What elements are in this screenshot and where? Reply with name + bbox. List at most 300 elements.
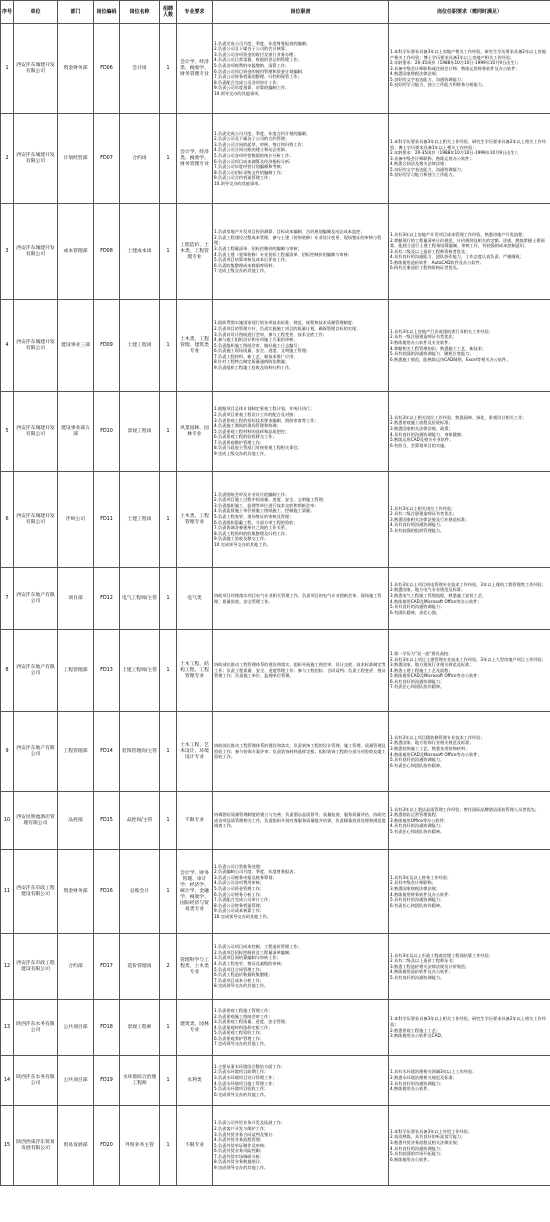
row-dept: 品控部: [58, 792, 94, 850]
table-row: [1, 792, 550, 850]
row-duties-line: 10.领导交办的其他事项。: [214, 180, 263, 186]
row-requirements-line: 1.具有3年以上酒店品质管理工作经验，曾任国际品牌酒店质检管理人员者优先；: [390, 806, 540, 812]
row-duties-line: 8.负责外贸业务数据统计；: [214, 1159, 265, 1165]
row-requirements: [389, 792, 550, 850]
row-unit: 陕西沣东水务有限公司: [14, 1000, 58, 1056]
row-duties-line: 8.针对工程特点制定质量通病防治措施；: [214, 359, 290, 365]
row-dept: 建设事业三部: [58, 300, 94, 392]
row-requirements-line: 5.具有较强的沟通协调能力、随机应变能力；: [390, 351, 474, 357]
row-position: 品控岗/主管: [120, 792, 160, 850]
row-requirements-line: 3.熟悉国家财税法律法规；: [390, 885, 441, 891]
row-duties-line: 7.负责工程材料、新工艺、新技术推广应用；: [214, 353, 298, 359]
row-count: 1: [160, 472, 177, 568]
row-duties-line: 6.完成领导交办的其他工作。: [214, 1091, 269, 1097]
row-duties-line: 7.完成上级交办的其他工作。: [214, 268, 269, 274]
row-no: 2: [1, 114, 14, 204]
row-requirements-line: 1.具有3年以上房地产行业或建筑类行业相关工作经验；: [390, 328, 493, 334]
row-duties-line: 9.完成上级交办的其他工作。: [214, 451, 269, 457]
header-unit: 单位: [14, 1, 58, 24]
row-unit: 西安沣东市政工程建设有限公司: [14, 850, 58, 934]
row-duties-line: 9.负责公司成本核算工作；: [214, 908, 265, 914]
row-major: 电气类: [177, 568, 213, 630]
row-duties: [213, 1056, 389, 1106]
row-duties-line: 9.负责公司年度预算、决算的编制工作；: [214, 85, 290, 91]
row-duties-line: 9.负责组织工程竣工验收及资料归档工作。: [214, 365, 294, 371]
row-code: FD08: [94, 204, 120, 300]
table-row: [1, 300, 550, 392]
row-requirements-line: 5.具有良好的沟通协调能力；: [390, 897, 445, 903]
row-requirements-line: 4.熟练使用造价软件及办公软件；: [390, 969, 453, 975]
row-requirements-line: 2.年龄要求：20-35周岁（1988年10月10日-1999年10月9日出生）；: [390, 60, 521, 66]
row-requirements: [389, 568, 550, 630]
row-requirements-line: 1.具有3年以上项目机电管理专业技术工作经验，3年以上建筑工程管理类工作经验；: [390, 581, 546, 587]
row-count: 1: [160, 792, 177, 850]
row-requirements-line: 5.具有良好的沟通协调能力。: [390, 974, 445, 980]
row-duties-line: 1.负责房地产开发项目投资测算、目标成本编制、合约规划编制及动态成本监控；: [214, 229, 365, 235]
row-major: 会计学、经济类、税收学、财务管理专业: [177, 24, 213, 114]
row-requirements-line: 6.有团队精神，责任心强。: [390, 609, 441, 615]
row-duties-line: 2.负责项目招标控制价及工程量清单编制；: [214, 949, 294, 955]
row-requirements: [389, 472, 550, 568]
row-requirements-line: 1.具有水环境治理相关领域3年以上工作经验；: [390, 1069, 477, 1075]
row-duties-line: 6.负责公司项目资金的使用管理和资金计划编制；: [214, 68, 306, 74]
row-duties-line: 6.负责工程造价数据收集整理；: [214, 972, 273, 978]
row-requirements-line: 3.熟悉外贸业务流程及相关法律法规；: [390, 1139, 461, 1145]
row-duties-line: 3.负责组织施工、监理等单位进行技术交底和图纸会审；: [214, 502, 319, 508]
header-dept: 部门: [58, 1, 94, 24]
row-position: 土建成本岗: [120, 204, 160, 300]
header-code: 岗位编码: [94, 1, 120, 24]
row-unit: 西安沣东城建开发有限公司: [14, 24, 58, 114]
row-duties-line: 2.负责项目的管理方针，负责实施施工项目的质量计划，确保管理目标的实现；: [214, 325, 361, 331]
row-count: 1: [160, 712, 177, 792]
row-duties-line: 3.负责对设计图纸进行会审，参与工程变更、技术交底工作；: [214, 331, 327, 337]
row-duties-line: 1.负责完成公司月度、季度、年度财务报表的编制；: [214, 40, 311, 46]
row-requirements-line: 2.熟悉国家、地方装饰行业相关规范及标准；: [390, 740, 474, 746]
row-duties-line: 2.负责公司及下属各子公司的合约管理；: [214, 136, 290, 142]
row-duties-line: 8.完成领导交办的其他工作。: [214, 983, 269, 989]
row-requirements-line: 3.具有二级及以上造价工程师资格者优先；: [390, 248, 470, 254]
row-requirements-line: 5.熟练使用CAD及Microsoft Office等办公软件；: [390, 673, 482, 679]
row-requirements-line: 3.具备中级会计师职称或注册会计师；熟练运用财务软件及办公软件；: [390, 65, 520, 71]
row-position: 水环境综合治理工程师: [120, 1056, 160, 1106]
row-duties-line: 7.负责公司年度经营计划编制和考核；: [214, 164, 285, 170]
row-requirements-line: 4.具有良好的沟通协调能力、身体健康；: [390, 431, 466, 437]
row-requirements-line: 1.本科学历要求具备3年以上相关工作经验，研究生学历要求具备2年以上相关工作经验；博士学历要求具备1年以上相关工作经验；: [390, 138, 546, 150]
row-duties: [213, 24, 389, 114]
row-duties-line: 4.负责监督施工单位按施工图纸施工，控制施工质量；: [214, 508, 315, 514]
row-major: 不限专业: [177, 792, 213, 850]
row-code: FD18: [94, 1000, 120, 1056]
row-position: 电气工程师/主管: [120, 568, 160, 630]
row-duties-line: 1.组织贯彻实施国家现行的各项技术标准、规范、规程和技术质量管理制度；: [214, 320, 357, 326]
row-duties: [213, 568, 389, 630]
row-position: 总账会计: [120, 850, 160, 934]
row-requirements-line: 3.熟悉国家相关法律法规及行业规范标准；: [390, 516, 470, 522]
row-dept: 公共项目部: [58, 1056, 94, 1106]
row-unit: 西安沣东城建开发有限公司: [14, 114, 58, 204]
row-requirements-line: 5.有责任心和团队协作精神。: [390, 828, 445, 834]
row-duties: [213, 792, 389, 850]
row-requirements-line: 1.具有3年以上房地产开发项目成本管理工作经验，熟悉房地产开发流程；: [390, 231, 527, 237]
header-no: 序号: [1, 1, 14, 24]
row-requirements: [389, 850, 550, 934]
row-duties-line: 2.负责项目施工过程中的质量、进度、安全、文明施工管理；: [214, 497, 327, 503]
row-code: FD10: [94, 392, 120, 472]
row-code: FD20: [94, 1106, 120, 1186]
row-major: 会计学、财务管理、审计学、经济学、统计学、金融学、税收学、国际经济与贸易类专业: [177, 850, 213, 934]
row-duties-line: 6.负责公司项目成本测算及经济指标分析；: [214, 158, 294, 164]
row-dept: 合约部: [58, 934, 94, 1000]
row-duties: [213, 1106, 389, 1186]
row-requirements-line: 2.具有中级会计师职称；: [390, 880, 436, 886]
row-position: 景观工程师: [120, 1000, 160, 1056]
row-requirements-line: 1.具有3年以上相关岗位工作经验，熟悉园林、绿化、景观设计相关工作；: [390, 414, 527, 420]
header-duties: 岗位职责: [213, 1, 389, 24]
row-requirements: [389, 630, 550, 712]
row-major: 建筑类、园林专业: [177, 1000, 213, 1056]
table-row: [1, 1056, 550, 1106]
row-duties-line: 5.负责组织施工图纸会审，做好施工日志编写；: [214, 342, 302, 348]
row-requirements-line: 1.具有3年以上项目精装修管理专业技术工作经验；: [390, 734, 485, 740]
row-code: FD14: [94, 712, 120, 792]
row-duties: [213, 850, 389, 934]
row-requirements-line: 5.具有较强的市场开拓能力；: [390, 1151, 445, 1157]
row-requirements: [389, 1056, 550, 1106]
row-requirements: [389, 114, 550, 204]
row-duties: [213, 1000, 389, 1056]
row-count: 1: [160, 114, 177, 204]
table-row: [1, 472, 550, 568]
row-duties-line: 7.负责配合完成公司审计工作；: [214, 897, 273, 903]
row-duties-line: 4.负责外贸业务流程管理；: [214, 1137, 265, 1143]
row-duties-line: 5.负责景观工程验收工作；: [214, 1030, 265, 1036]
row-unit: 西安沣东城建开发有限公司: [14, 392, 58, 472]
row-duties-line: 6.负责公司财务分析工作；: [214, 891, 265, 897]
row-duties-line: 1.负责公司项目成本控制、工程造价管理工作；: [214, 944, 302, 950]
row-requirements-line: 1.本科学历要求具备3年以上相关工作经验，研究生学历要求具备2年以上相关工作经验；: [390, 1016, 546, 1027]
row-requirements-line: 1.第一学历为"双一流"建设高校；: [390, 650, 453, 656]
row-no: 15: [1, 1106, 14, 1186]
row-code: FD17: [94, 934, 120, 1000]
row-requirements-line: 4.掌握相关工程管理知识，熟悉施工工艺、新技术；: [390, 345, 487, 351]
row-duties-line: 10.完成领导交办的其他工作。: [214, 913, 271, 919]
row-requirements-line: 2.具有二级注册建造师证书者优先；: [390, 511, 457, 517]
row-duties-line: 10.领导交办的其他事项。: [214, 90, 263, 96]
row-requirements-line: 4.具有良好的沟通协调能力；: [390, 522, 445, 528]
row-duties-line: 3.负责项目预结算编制与审核工作；: [214, 955, 281, 961]
row-no: 13: [1, 1000, 14, 1056]
row-dept: 公共项目部: [58, 1000, 94, 1056]
row-major: 工程造价、土木类、工程管理专业: [177, 204, 213, 300]
row-duties-line: 1.负责景观工程施工管理工作；: [214, 1007, 273, 1013]
row-position: 会计岗: [120, 24, 160, 114]
table-row: [1, 392, 550, 472]
row-major: 土木工程、结构工程、工程管理专业: [177, 630, 213, 712]
table-row: [1, 114, 550, 204]
row-dept: 项目部: [58, 568, 94, 630]
row-requirements-line: 2.具有二级及以上造价工程师证书；: [390, 958, 457, 964]
row-requirements-line: 5.具有良好的沟通协调能力；: [390, 604, 445, 610]
row-requirements-line: 4.具有良好的沟通能力、团队协作能力，工作态度认真负责，严谨细致；: [390, 254, 524, 260]
row-duties-line: 5.负责工程变更、现场签证的审核及管理；: [214, 513, 294, 519]
row-duties-line: 协助部长推动工程管理体系的建设和落实，负责装饰工程的设计管理、施工管理、质量管理及验收工作；参与装饰方案评审；负责装饰材料选样定板；组织装饰工程的分部分项验收及竣工验收工作。: [214, 743, 386, 760]
row-duties-line: 8.负责公司招标采购文件的编制工作；: [214, 169, 285, 175]
row-duties-line: 9.完成领导交办的其他工作。: [214, 1165, 269, 1171]
table-row: [1, 204, 550, 300]
row-duties-line: 7.负责公司财务档案的整理、归档和保管工作；: [214, 74, 302, 80]
row-requirements-line: 1.具有3年及以上市政工程或房建工程预结算工作经验；: [390, 952, 493, 958]
table-row: [1, 1000, 550, 1056]
row-unit: 西安沣东城建开发有限公司: [14, 300, 58, 392]
row-major: 风景园林、园林专业: [177, 392, 213, 472]
row-requirements-line: 5.熟练使用造价软件、AutoCAD软件及办公软件；: [390, 259, 484, 265]
row-duties-line: 6.负责景观工程的验收移交工作；: [214, 434, 277, 440]
row-no: 6: [1, 472, 14, 568]
row-count: 1: [160, 630, 177, 712]
row-duties-line: 协调酒店质量管理制度的建立与完善，负责酒店品质督导、质量检查、服务质量评估，协助完成各项品质管理相关工作，负责组织开展对客服务质量提升培训，负责顾客投诉处理和满意度调查工作。: [214, 812, 386, 829]
row-duties-line: 4.负责施工期间的现场管理和协调；: [214, 423, 281, 429]
table-row: [1, 934, 550, 1000]
row-requirements-line: 2.掌握现行的工程量清单计价规范、计价规则及相关的定额、法规，熟练掌握土建预算，能独立进行土建工程预结算编制、审核工作，有较强的成本控制意识；: [390, 237, 545, 249]
row-dept: 工程管理部: [58, 712, 94, 792]
row-position: 合约岗: [120, 114, 160, 204]
row-requirements-line: 3.熟练使用Office等办公软件；: [390, 817, 449, 823]
row-code: FD12: [94, 568, 120, 630]
row-requirements-line: 6.良好的学习能力、独立工作能力和财务分析能力。: [390, 82, 487, 88]
row-duties-line: 6.负责外贸业务风险控制；: [214, 1148, 265, 1154]
header-position: 岗位名称: [120, 1, 160, 24]
row-duties-line: 7.完成领导交办的其他工作。: [214, 1041, 269, 1047]
row-requirements-line: 1.具有3年及以上财务工作经验；: [390, 874, 452, 880]
row-duties-line: 7.负责景观维护管理工作；: [214, 439, 265, 445]
row-duties-line: 3.负责公司各项资金的收付及银行业务办理；: [214, 51, 298, 57]
row-requirements-line: 6.良好的学习能力和独立工作能力。: [390, 172, 457, 178]
row-requirements-line: 5.良好的文字表达能力、沟通协调能力；: [390, 166, 466, 172]
row-requirements-line: 4.具有良好的沟通协调能力；: [390, 823, 445, 829]
row-duties-line: 8.负责公司财务档案管理；: [214, 902, 265, 908]
row-unit: 西安沣东市政工程建设有限公司: [14, 934, 58, 1000]
row-requirements-line: 6.熟练使用办公软件。: [390, 1156, 432, 1162]
row-requirements-line: 2.具有一级注册建造师证书者优先；: [390, 334, 457, 340]
row-dept: 资金财务部: [58, 850, 94, 934]
row-no: 3: [1, 204, 14, 300]
row-requirements-line: 6.有责任心和团队协作精神。: [390, 902, 445, 908]
row-duties: [213, 934, 389, 1000]
row-no: 9: [1, 712, 14, 792]
row-duties-line: 1.根据项目总体计划制定景观工程计划，并统计执行；: [214, 406, 315, 412]
row-duties-line: 5.负责项目合同管理工作；: [214, 966, 265, 972]
row-unit: 西安沣东城建开发有限公司: [14, 472, 58, 568]
row-requirements-line: 3.熟练使用办公软件及CAD。: [390, 1033, 445, 1039]
row-duties: [213, 204, 389, 300]
row-duties-line: 4.负责工程变更、签证及索赔的审核；: [214, 960, 285, 966]
row-count: 1: [160, 1106, 177, 1186]
header-major: 专业要求: [177, 1, 213, 24]
row-position: 土建工程岗: [120, 300, 160, 392]
row-requirements-line: 4.熟练使用办公软件。: [390, 1086, 432, 1092]
row-code: FD06: [94, 24, 120, 114]
row-unit: 陕西西咸沣东贸易发展有限公司: [14, 1106, 58, 1186]
table-row: [1, 712, 550, 792]
row-no: 11: [1, 850, 14, 934]
row-code: FD11: [94, 472, 120, 568]
row-requirements: [389, 712, 550, 792]
row-position: 造价管理岗: [120, 934, 160, 1000]
row-requirements-line: 6.熟悉施工规范，能熟练运用CAD制图、Excel等相关办公软件。: [390, 356, 511, 362]
row-count: 1: [160, 850, 177, 934]
row-requirements-line: 3.熟悉工程造价相关法律法规及计价规范；: [390, 963, 470, 969]
row-count: 2: [160, 934, 177, 1000]
row-duties-line: 9.负责公司合约档案管理工作；: [214, 175, 273, 181]
row-dept: 成本管理部: [58, 204, 94, 300]
row-duties-line: 协助部长推动工程管理体系的建设和落实，组织开展施工图会审、设计交底、技术标准制定等工作；负责工程质量、安全、进度管理工作；参与工程招标、合同谈判；负责工程变更、签证管理工作；负责施工单位、监理单位管理。: [214, 662, 386, 679]
header-requirements: 岗位任职要求（需同时满足）: [389, 1, 550, 24]
row-duties-line: 6.负责收集整理成本数据库资料；: [214, 262, 277, 268]
row-requirements-line: 4.熟练使用CAD及Microsoft Office等办公软件；: [390, 751, 482, 757]
row-no: 8: [1, 630, 14, 712]
row-code: FD09: [94, 300, 120, 392]
row-duties-line: 2.负责景观施工图纸会审工作；: [214, 1013, 273, 1019]
row-duties-line: 2.负责工程建设过程成本管理，参与土建（装饰装修）专业设计变更、现场签证的审核与管理；: [214, 234, 382, 246]
row-no: 5: [1, 392, 14, 472]
row-requirements: [389, 392, 550, 472]
row-requirements-line: 5.熟练运用CAD及相关专业软件；: [390, 437, 454, 443]
row-count: 1: [160, 204, 177, 300]
row-requirements-line: 4.熟练使用CAD及Microsoft Office等办公软件；: [390, 598, 482, 604]
table-row: [1, 630, 550, 712]
row-requirements: [389, 1000, 550, 1056]
row-requirements-line: 2.熟悉景观工程施工工艺；: [390, 1027, 441, 1033]
row-requirements-line: 5.具有良好的沟通协调能力；: [390, 757, 445, 763]
row-requirements-line: 6.具有良好的沟通协调能力；: [390, 678, 445, 684]
row-position: 景观工程岗: [120, 392, 160, 472]
row-dept: 工程管理部: [58, 630, 94, 712]
row-unit: 西安沣东地产有限公司: [14, 712, 58, 792]
row-duties-line: 5.负责公司资金管理工作；: [214, 885, 265, 891]
row-requirements-line: 6.有担当，会策划项目的实施。: [390, 442, 449, 448]
row-requirements-line: 3.熟悉装饰施工工艺，熟悉各类装饰材料；: [390, 745, 470, 751]
row-duties: [213, 630, 389, 712]
row-duties: [213, 114, 389, 204]
row-requirements: [389, 1106, 550, 1186]
row-requirements-line: 3.熟悉国家、地方建筑行业相关规范及标准；: [390, 662, 474, 668]
row-requirements-line: 6.有责任心和团队协作精神。: [390, 762, 445, 768]
row-duties-line: 3.负责工程量清单、招标控制价的编制与审核；: [214, 245, 302, 251]
row-duties: [213, 712, 389, 792]
row-no: 14: [1, 1056, 14, 1106]
row-major: 土木工程、艺术设计、环境设计专业: [177, 712, 213, 792]
table-row: [1, 1106, 550, 1186]
row-duties-line: 1.负责公司外贸业务开发及拓展工作；: [214, 1120, 285, 1126]
row-code: FD13: [94, 630, 120, 712]
row-requirements: [389, 934, 550, 1000]
row-position: 装饰管理岗/主管: [120, 712, 160, 792]
row-duties-line: 1.负责图纸会审及专业设计的编制工作；: [214, 491, 290, 497]
row-major: 水利类: [177, 1056, 213, 1106]
row-requirements-line: 3.具有良好的沟通协调能力；: [390, 1080, 445, 1086]
row-requirements-line: 2.英语熟练，具有良好的听说读写能力；: [390, 1134, 466, 1140]
row-code: FD16: [94, 850, 120, 934]
row-requirements-line: 1.本科学历要求具备3年以上外贸工作经验；: [390, 1128, 473, 1134]
row-code: FD19: [94, 1056, 120, 1106]
row-count: 1: [160, 1056, 177, 1106]
row-requirements-line: 3.具备中级会计师职称；熟练运用办公软件；: [390, 155, 474, 161]
row-requirements: [389, 24, 550, 114]
row-requirements: [389, 300, 550, 392]
row-duties-line: 7.负责项目成本分析工作；: [214, 977, 265, 983]
row-no: 1: [1, 24, 14, 114]
row-requirements-line: 4.熟悉合同法及相关法律法规；: [390, 161, 449, 167]
row-duties-line: 3.负责外贸业务合同谈判及签订；: [214, 1131, 277, 1137]
row-requirements: [389, 204, 550, 300]
row-duties-line: 9.负责竣工验收及移交工作；: [214, 536, 269, 542]
row-duties-line: 3.负责公司税务申报及税务筹划；: [214, 874, 277, 880]
row-duties-line: 4.负责公司各项费用审核；: [214, 880, 265, 886]
row-position: 土建工程岗: [120, 472, 160, 568]
row-duties-line: 4.负责公司合同台账的建立和动态更新；: [214, 147, 290, 153]
row-duties-line: 3.负责公司合同的起草、审核、签订和归档工作；: [214, 141, 306, 147]
row-position: 土建工程师/主管: [120, 630, 160, 712]
row-duties-line: 7.负责协调各参建单位之间的工作关系；: [214, 525, 290, 531]
row-unit: 陕西沣东水务有限公司: [14, 1056, 58, 1106]
row-position: 外贸业务主管: [120, 1106, 160, 1186]
row-duties-line: 1.负责完成公司月度、季度、年度合约计划的编制；: [214, 130, 311, 136]
row-duties-line: 2.负责公司及下属各子公司的会计核算；: [214, 46, 290, 52]
row-count: 1: [160, 24, 177, 114]
table-row: [1, 850, 550, 934]
row-duties-line: 5.负责公司各项经营数据的统计分析工作；: [214, 152, 294, 158]
row-requirements-line: 5.良好的文字表达能力、沟通协调能力；: [390, 76, 466, 82]
row-requirements-line: 4.熟悉国家财税法律法规；: [390, 71, 441, 77]
row-major: 土木类、工程管理专业: [177, 472, 213, 568]
row-requirements-line: 5.具有较强的组织管理能力。: [390, 527, 445, 533]
row-duties-line: 3.负责水环境项目设计管理工作；: [214, 1074, 277, 1080]
row-duties-line: 5.负责水环境项目验收工作；: [214, 1086, 269, 1092]
row-duties: [213, 472, 389, 568]
row-duties-line: 5.负责景观工程材料的选样和品质把控；: [214, 428, 290, 434]
row-requirements-line: 4.具有良好的沟通协调能力；: [390, 1145, 445, 1151]
header-count: 招聘人数: [160, 1, 177, 24]
row-requirements-line: 3.熟悉国家相关法律法规、政策；: [390, 425, 453, 431]
row-count: 1: [160, 392, 177, 472]
table-row: [1, 568, 550, 630]
table-row: [1, 24, 550, 114]
row-requirements-line: 1.具有3年以上相关岗位工作经验；: [390, 505, 456, 511]
row-dept: 建设事业部五部: [58, 392, 94, 472]
row-duties-line: 6.负责景观养护管理工作；: [214, 1035, 265, 1041]
row-duties-line: 4.负责公司日常票据、收据的登记和管理工作；: [214, 57, 302, 63]
row-count: 1: [160, 1000, 177, 1056]
row-requirements-line: 3.熟悉电气工程施工管理流程，熟悉施工安装工艺；: [390, 592, 487, 598]
row-duties-line: 4.负责水环境项目施工管理工作；: [214, 1080, 277, 1086]
row-duties-line: 5.负责外贸单证制作及审核；: [214, 1142, 269, 1148]
row-duties-line: 4.参与施工组织设计和专项施工方案的审核；: [214, 337, 298, 343]
row-dept: 资金财务部: [58, 24, 94, 114]
row-duties-line: 5.负责项目结算审核及成本后评估工作；: [214, 257, 290, 263]
row-requirements-line: 7.有责任心和团队协作精神。: [390, 684, 445, 690]
row-duties-line: 2.负责项目景观工程设计工作的配合及对接；: [214, 411, 298, 417]
row-requirements-line: 3.熟练使用办公软件及专业软件；: [390, 339, 453, 345]
row-duties-line: 6.负责施工现场质量、安全、进度、文明施工管理；: [214, 348, 311, 354]
row-unit: 西安沣东地产有限公司: [14, 630, 58, 712]
row-requirements-line: 2.熟悉酒店运营管理流程；: [390, 812, 441, 818]
row-duties: [213, 392, 389, 472]
row-count: 1: [160, 300, 177, 392]
row-duties-line: 1.负责公司日常账务处理；: [214, 863, 265, 869]
row-duties-line: 3.负责景观工程的招标技术要求编制、图纸审查等工作；: [214, 417, 319, 423]
row-dept: 沣岭公司: [58, 472, 94, 568]
